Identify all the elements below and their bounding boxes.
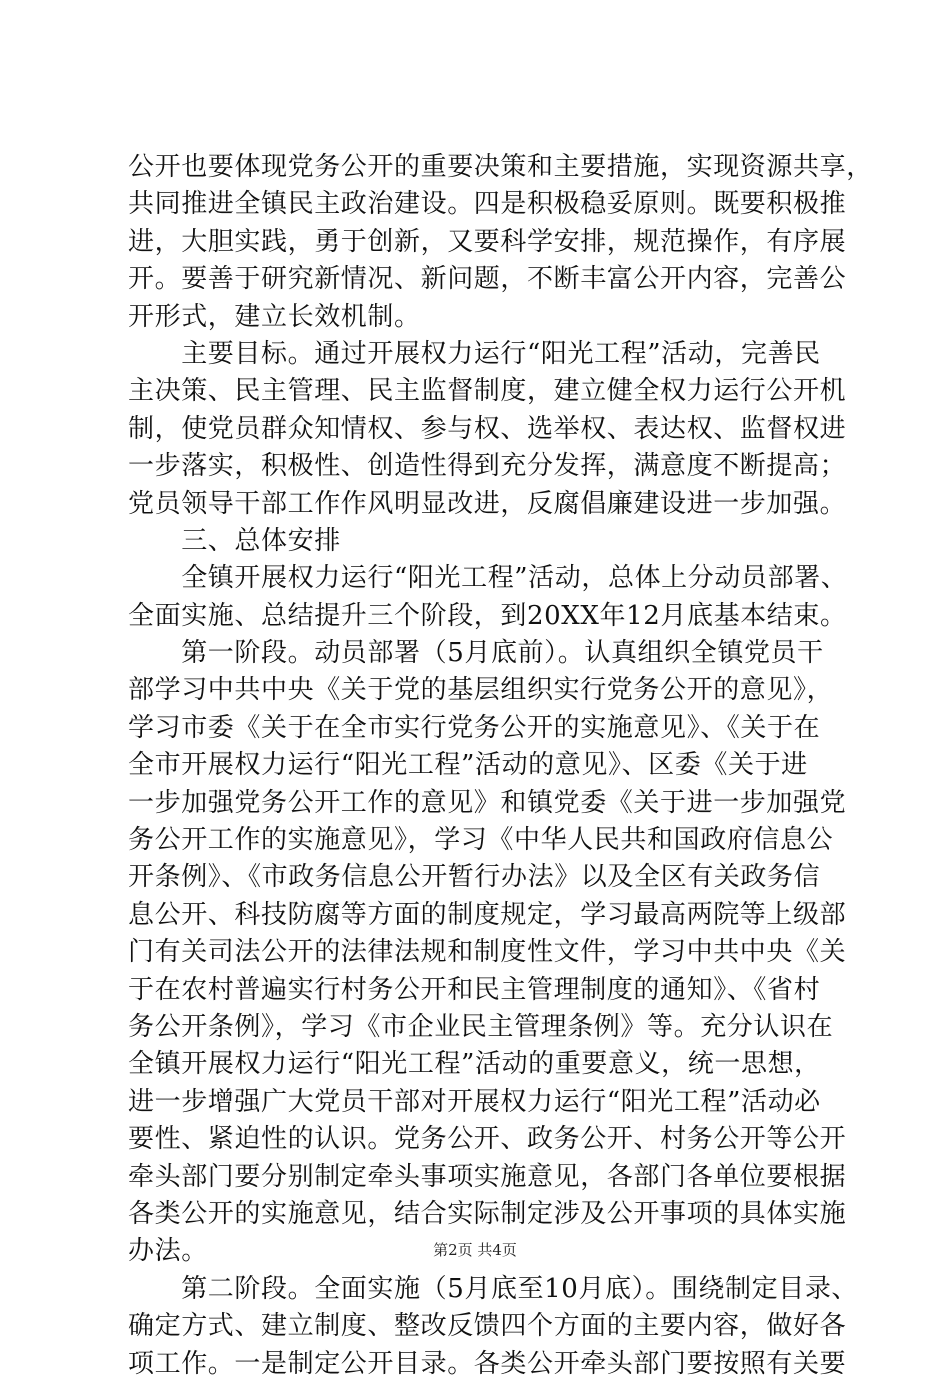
page-footer: 第2页 共4页 <box>433 1241 517 1259</box>
text-line: 开形式，建立长效机制。 <box>128 301 421 332</box>
text-line: 于在农村普遍实行村务公开和民主管理制度的通知》、《省村 <box>128 974 821 1005</box>
text-line: 牵头部门要分别制定牵头事项实施意见，各部门各单位要根据 <box>128 1161 847 1192</box>
text-line: 制，使党员群众知情权、参与权、选举权、表达权、监督权进 <box>128 413 847 444</box>
text-line: 第二阶段。全面实施（5月底至10月底）。围绕制定目录、 <box>128 1273 859 1304</box>
text-line: 开条例》、《市政务信息公开暂行办法》以及全区有关政务信 <box>128 862 821 893</box>
text-line: 全市开展权力运行“阳光工程”活动的意见》、区委《关于进 <box>128 750 808 781</box>
text-line: 一步加强党务公开工作的意见》和镇党委《关于进一步加强党 <box>128 787 847 818</box>
text-line: 全镇开展权力运行“阳光工程”活动，总体上分动员部署、 <box>128 563 848 594</box>
text-line: 务公开工作的实施意见》，学习《中华人民共和国政府信息公 <box>128 825 834 856</box>
text-line: 共同推进全镇民主政治建设。四是积极稳妥原则。既要积极推 <box>128 189 847 220</box>
text-line: 开。要善于研究新情况、新问题，不断丰富公开内容，完善公 <box>128 264 847 295</box>
text-line: 全面实施、总结提升三个阶段，到20XX年12月底基本结束。 <box>128 600 847 631</box>
text-line: 进一步增强广大党员干部对开展权力运行“阳光工程”活动必 <box>128 1086 821 1117</box>
text-line: 党员领导干部工作作风明显改进，反腐倡廉建设进一步加强。 <box>128 488 847 519</box>
text-line: 第一阶段。动员部署（5月底前）。认真组织全镇党员干 <box>128 638 824 669</box>
text-line: 门有关司法公开的法律法规和制度性文件，学习中共中央《关 <box>128 937 847 968</box>
text-line: 息公开、科技防腐等方面的制度规定，学习最高两院等上级部 <box>128 899 847 930</box>
text-line: 要性、紧迫性的认识。党务公开、政务公开、村务公开等公开 <box>128 1124 847 1155</box>
text-line: 一步落实，积极性、创造性得到充分发挥，满意度不断提高； <box>128 451 847 482</box>
text-line: 主决策、民主管理、民主监督制度，建立健全权力运行公开机 <box>128 376 847 407</box>
text-line: 三、总体安排 <box>128 525 341 556</box>
text-line: 办法。 <box>128 1236 208 1267</box>
text-line: 务公开条例》，学习《市企业民主管理条例》等。充分认识在 <box>128 1011 834 1042</box>
document-body <box>128 149 873 1383</box>
text-line: 各类公开的实施意见，结合实际制定涉及公开事项的具体实施 <box>128 1198 847 1229</box>
text-line: 公开也要体现党务公开的重要决策和主要措施，实现资源共享， <box>128 152 873 182</box>
text-line: 确定方式、建立制度、整改反馈四个方面的主要内容，做好各 <box>128 1311 847 1342</box>
text-line: 项工作。一是制定公开目录。各类公开牵头部门要按照有关要 <box>128 1348 847 1379</box>
text-line: 全镇开展权力运行“阳光工程”活动的重要意义，统一思想， <box>128 1049 821 1080</box>
text-line: 进，大胆实践，勇于创新，又要科学安排，规范操作，有序展 <box>128 226 847 257</box>
text-line: 主要目标。通过开展权力运行“阳光工程”活动，完善民 <box>128 338 821 369</box>
text-line: 学习市委《关于在全市实行党务公开的实施意见》、《关于在 <box>128 712 821 743</box>
text-line: 部学习中共中央《关于党的基层组织实行党务公开的意见》， <box>128 675 834 706</box>
